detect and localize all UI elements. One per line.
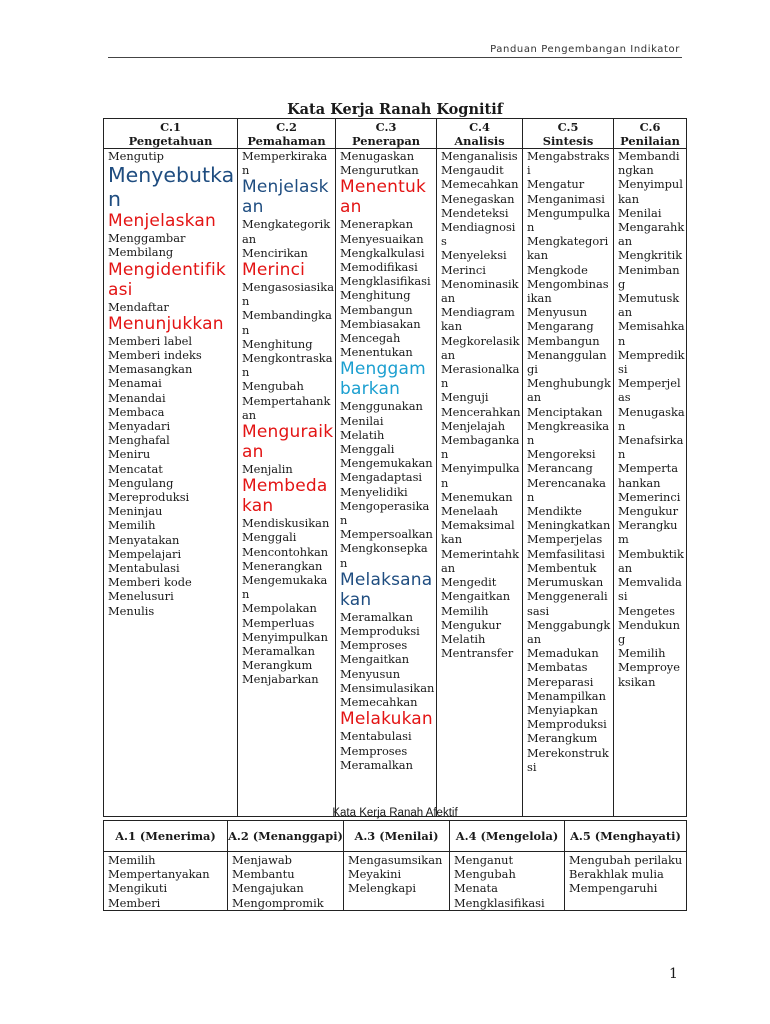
verb-item: Mendiagramkan <box>441 305 515 334</box>
verb-item: Memperluas <box>242 615 315 630</box>
verb-item: Menamai <box>108 376 162 391</box>
verb-item: Mendeteksi <box>441 205 509 220</box>
verb-item: Merancang <box>527 461 593 476</box>
verb-item: Membagankan <box>441 433 520 462</box>
verb-item: Membantu <box>232 867 295 882</box>
verb-item: Mengkonsepkan <box>340 541 428 570</box>
column-c4-cell <box>437 149 523 817</box>
verb-item: Mempengaruhi <box>569 881 658 896</box>
verb-item: Memproduksi <box>527 717 607 732</box>
verb-item: Menghitung <box>242 336 313 351</box>
column-a2-cell <box>228 852 344 911</box>
verb-item: Menata <box>454 881 498 896</box>
verb-item: Memilih <box>441 603 489 618</box>
verb-item: Mengompromik <box>232 895 324 910</box>
verb-item: Mendiagnosis <box>441 220 516 249</box>
verb-item: Menyebutkan <box>108 163 235 212</box>
verb-item: Memberi indeks <box>108 348 202 363</box>
verb-item: Mendiskusikan <box>242 516 330 531</box>
verb-item: Memaksimalkan <box>441 518 515 547</box>
column-header-a3: A.3 (Menilai) <box>344 821 450 852</box>
verb-item: Melaksanakan <box>340 569 433 610</box>
verb-item: Memecahkan <box>340 695 418 710</box>
verb-item: Merinci <box>242 260 306 281</box>
verb-item: Memilih <box>108 518 156 533</box>
verb-item: Menjelaskan <box>242 177 329 218</box>
verb-item: Menulis <box>108 603 155 618</box>
header-rule <box>108 57 682 58</box>
verb-item: Mentabulasi <box>108 561 180 576</box>
verb-item: Mengkode <box>527 262 588 277</box>
verb-item: Menentukan <box>340 345 413 360</box>
verb-item: Mencerahkan <box>441 404 521 419</box>
column-c3-cell <box>336 149 437 817</box>
verb-item: Menemukan <box>441 489 513 504</box>
verb-item: Mengubah <box>454 867 516 882</box>
verb-item: Mengedit <box>441 575 497 590</box>
verb-item: Mentabulasi <box>340 729 412 744</box>
verb-item: Menyesuaikan <box>340 231 424 246</box>
verb-item: Mengklasifikasi <box>454 895 545 910</box>
verb-item: Memproses <box>340 743 408 758</box>
verb-item: Memproses <box>340 638 408 653</box>
verb-item: Mengombinasikan <box>527 276 609 306</box>
verb-item: Mengaitkan <box>441 589 511 604</box>
verb-item: Mencontohkan <box>242 544 329 559</box>
verb-item: Membaca <box>108 404 165 419</box>
verb-item: Menyatakan <box>108 532 180 547</box>
verb-item: Mengabstraksi <box>527 149 610 178</box>
verb-item: Mengukur <box>441 617 502 632</box>
verb-item: Berakhlak mulia <box>569 867 664 882</box>
verb-item: Mempertahankan <box>618 461 679 490</box>
verb-item: Mempersoalkan <box>340 527 433 542</box>
verb-item: Menyelidiki <box>340 484 408 499</box>
verb-item: Mengubah perilaku <box>569 853 683 867</box>
verb-item: Menyusun <box>527 305 588 320</box>
cognitive-table-title: Kata Kerja Ranah Kognitif <box>287 101 503 118</box>
verb-item: Mengkreasikan <box>527 418 610 448</box>
column-a5-cell <box>565 852 687 911</box>
verb-item: Memberi <box>108 895 161 910</box>
verb-item: Megkorelasikan <box>441 333 520 362</box>
verb-item: Membangun <box>527 333 600 348</box>
column-header-c5: C.5 Sintesis <box>523 119 614 149</box>
column-header-a1: A.1 (Menerima) <box>104 821 228 852</box>
verb-item: Mengoreksi <box>527 447 596 462</box>
verb-item: Mengubah <box>242 379 304 394</box>
verb-item: Mengetes <box>618 603 675 618</box>
verb-item: Menganimasi <box>527 191 605 206</box>
verb-item: Mengurutkan <box>340 163 419 178</box>
verb-item: Memerintahkan <box>441 546 519 575</box>
verb-item: Menghubungkan <box>527 376 611 405</box>
column-a4-cell <box>450 852 565 911</box>
verb-item: Mengutip <box>108 149 164 163</box>
verb-item: Mengatur <box>527 177 585 192</box>
verb-item: Meramalkan <box>242 644 315 659</box>
verb-item: Membandingkan <box>242 308 332 337</box>
verb-item: Meninjau <box>108 504 163 519</box>
verb-item: Mendikte <box>527 504 582 519</box>
verb-item: Menjelaskan <box>108 211 217 232</box>
verb-item: Membangun <box>340 302 413 317</box>
verb-item: Menyadari <box>108 419 171 434</box>
verb-item: Mempelajari <box>108 546 182 561</box>
verb-item: Menciptakan <box>527 404 603 419</box>
verb-item: Menilai <box>340 413 384 428</box>
verb-item: Membentuk <box>527 560 597 575</box>
verb-item: Menggali <box>242 530 297 545</box>
verb-item: Mengemukakan <box>340 456 433 471</box>
column-header-a4: A.4 (Mengelola) <box>450 821 565 852</box>
page-number: 1 <box>669 966 678 982</box>
verb-item: Menerangkan <box>242 558 323 573</box>
column-header-c3: C.3 Penerapan <box>336 119 437 149</box>
verb-item: Menggali <box>340 442 395 457</box>
affective-body-row <box>104 852 687 911</box>
verb-item: Menyimpulkan <box>242 629 328 644</box>
column-header-a2: A.2 (Menanggapi) <box>228 821 344 852</box>
verb-item: Menunjukkan <box>108 313 224 334</box>
verb-item: Mengasumsikan <box>348 853 443 867</box>
verb-item: Menyusun <box>340 666 401 681</box>
verb-item: Mempertanyakan <box>108 867 210 882</box>
verb-item: Memproyeksikan <box>618 660 680 689</box>
verb-item: Menggabungkan <box>527 617 611 646</box>
verb-item: Mendukung <box>618 617 680 646</box>
verb-item: Meniru <box>108 447 151 462</box>
column-c1-cell <box>104 149 238 817</box>
verb-item: Membedakan <box>242 476 328 517</box>
verb-item: Melatih <box>441 631 486 646</box>
verb-item: Mempertahankan <box>242 393 331 422</box>
verb-item: Menugaskan <box>340 149 415 163</box>
verb-item: Mengemukakan <box>242 573 328 602</box>
verb-item: Merangkum <box>242 658 313 673</box>
column-header-c6: C.6 Penilaian <box>614 119 687 149</box>
verb-item: Menghitung <box>340 288 411 303</box>
verb-item: Menguraikan <box>242 422 334 463</box>
verb-item: Membuktikan <box>618 546 684 575</box>
verb-item: Melengkapi <box>348 881 417 896</box>
column-c6-cell <box>614 149 687 817</box>
cognitive-table <box>103 118 687 817</box>
verb-item: Mengukur <box>618 504 679 519</box>
column-a3-cell <box>344 852 450 911</box>
verb-item: Mengkontraskan <box>242 351 333 380</box>
verb-item: Mengkalkulasi <box>340 245 425 260</box>
verb-item: Merekonstruksi <box>527 745 609 774</box>
cognitive-body-row <box>104 149 687 817</box>
column-c5-cell <box>523 149 614 817</box>
verb-item: Menjalin <box>242 462 293 477</box>
verb-item: Meningkatkan <box>527 518 611 533</box>
verb-item: Memberi kode <box>108 575 192 590</box>
cognitive-header-row <box>104 119 687 149</box>
verb-item: Menguji <box>441 390 489 405</box>
verb-item: Menerapkan <box>340 217 414 232</box>
verb-item: Membiasakan <box>340 316 421 331</box>
verb-item: Menanggulangi <box>527 347 607 377</box>
verb-item: Menegaskan <box>441 191 515 206</box>
verb-item: Mensimulasikan <box>340 680 435 695</box>
verb-item: Membandingkan <box>618 149 680 178</box>
affective-header-row <box>104 821 687 852</box>
verb-item: Mencirikan <box>242 245 308 260</box>
column-c2-cell <box>238 149 336 817</box>
verb-item: Merencanakan <box>527 475 606 504</box>
verb-item: Memadukan <box>527 646 599 661</box>
verb-item: Menjawab <box>232 853 292 867</box>
verb-item: Menggambarkan <box>340 359 426 400</box>
verb-item: Memecahkan <box>441 177 519 192</box>
verb-item: Menentukan <box>340 177 427 218</box>
verb-item: Menggunakan <box>340 399 423 414</box>
verb-item: Merumuskan <box>527 575 604 590</box>
verb-item: Mengulang <box>108 475 174 490</box>
verb-item: Mereparasi <box>527 674 594 689</box>
verb-item: Mengadaptasi <box>340 470 423 485</box>
verb-item: Mengasosiasikan <box>242 280 334 309</box>
affective-table <box>103 820 687 911</box>
verb-item: Menugaskan <box>618 404 685 433</box>
column-header-c1: C.1 Pengetahuan <box>104 119 238 149</box>
verb-item: Memperjelas <box>527 532 603 547</box>
verb-item: Memerinci <box>618 489 681 504</box>
verb-item: Membilang <box>108 245 174 260</box>
verb-item: Menelaah <box>441 504 499 519</box>
verb-item: Memprediksi <box>618 347 685 377</box>
verb-item: Menjelajah <box>441 418 506 433</box>
verb-item: Mengarang <box>527 319 594 334</box>
column-header-c2: C.2 Pemahaman <box>238 119 336 149</box>
verb-item: Mempolakan <box>242 601 317 616</box>
verb-item: Menandai <box>108 390 166 405</box>
verb-item: Memilih <box>618 646 666 661</box>
verb-item: Mengaudit <box>441 163 504 178</box>
verb-item: Mencatat <box>108 461 163 476</box>
verb-item: Menyimpulkan <box>618 177 683 206</box>
column-a1-cell <box>104 852 228 911</box>
verb-item: Memberi label <box>108 333 193 348</box>
verb-item: Merinci <box>441 262 486 277</box>
verb-item: Memisahkan <box>618 319 685 348</box>
verb-item: Menyiapkan <box>527 702 598 717</box>
verb-item: Melakukan <box>340 709 433 730</box>
verb-item: Mengikuti <box>108 881 168 896</box>
column-header-a5: A.5 (Menghayati) <box>565 821 687 852</box>
verb-item: Menyeleksi <box>441 248 507 263</box>
verb-item: Mengarahkan <box>618 220 685 249</box>
verb-item: Merangkum <box>618 518 678 547</box>
verb-item: Mengkategorikan <box>527 234 609 263</box>
verb-item: Menafsirkan <box>618 433 684 462</box>
verb-item: Memproduksi <box>340 624 420 639</box>
affective-table-title: Kata Kerja Ranah Afektif <box>332 807 458 819</box>
verb-item: Mengkritik <box>618 248 683 263</box>
verb-item: Meramalkan <box>340 609 413 624</box>
verb-item: Mengoperasikan <box>340 498 430 528</box>
verb-item: Mengidentifikasi <box>108 259 226 300</box>
verb-item: Membatas <box>527 660 588 675</box>
verb-item: Memutuskan <box>618 291 680 320</box>
verb-item: Memperjelas <box>618 376 681 405</box>
verb-item: Mengajukan <box>232 881 304 896</box>
verb-item: Menggambar <box>108 231 186 246</box>
verb-item: Menilai <box>618 205 662 220</box>
column-header-c4: C.4 Analisis <box>437 119 523 149</box>
verb-item: Menelusuri <box>108 589 174 604</box>
verb-item: Memperkirakan <box>242 149 328 178</box>
verb-item: Menimbang <box>618 262 680 291</box>
verb-item: Mendaftar <box>108 299 169 314</box>
verb-item: Menghafal <box>108 433 170 448</box>
verb-item: Memasangkan <box>108 362 193 377</box>
verb-item: Mengkategorikan <box>242 217 331 246</box>
verb-item: Menominasikan <box>441 276 519 306</box>
verb-item: Memvalidasi <box>618 575 682 604</box>
verb-item: Menganalisis <box>441 149 518 163</box>
verb-item: Menyimpulkan <box>441 461 520 490</box>
header-text: Panduan Pengembangan Indikator <box>490 44 680 55</box>
verb-item: Memodifikasi <box>340 260 418 275</box>
verb-item: Mereproduksi <box>108 490 190 505</box>
verb-item: Memfasilitasi <box>527 546 605 561</box>
verb-item: Menganut <box>454 853 514 867</box>
verb-item: Mencegah <box>340 331 401 346</box>
verb-item: Mengklasifikasi <box>340 274 431 289</box>
verb-item: Meramalkan <box>340 757 413 772</box>
verb-item: Mentransfer <box>441 646 514 661</box>
verb-item: Merangkum <box>527 731 598 746</box>
verb-item: Menampilkan <box>527 688 606 703</box>
verb-item: Mengumpulkan <box>527 205 611 235</box>
verb-item: Menjabarkan <box>242 672 319 687</box>
verb-item: Melatih <box>340 427 385 442</box>
verb-item: Menggeneralisasi <box>527 589 608 618</box>
verb-item: Memilih <box>108 853 156 867</box>
verb-item: Mengaitkan <box>340 652 410 667</box>
verb-item: Merasionalkan <box>441 362 520 391</box>
verb-item: Meyakini <box>348 867 402 882</box>
